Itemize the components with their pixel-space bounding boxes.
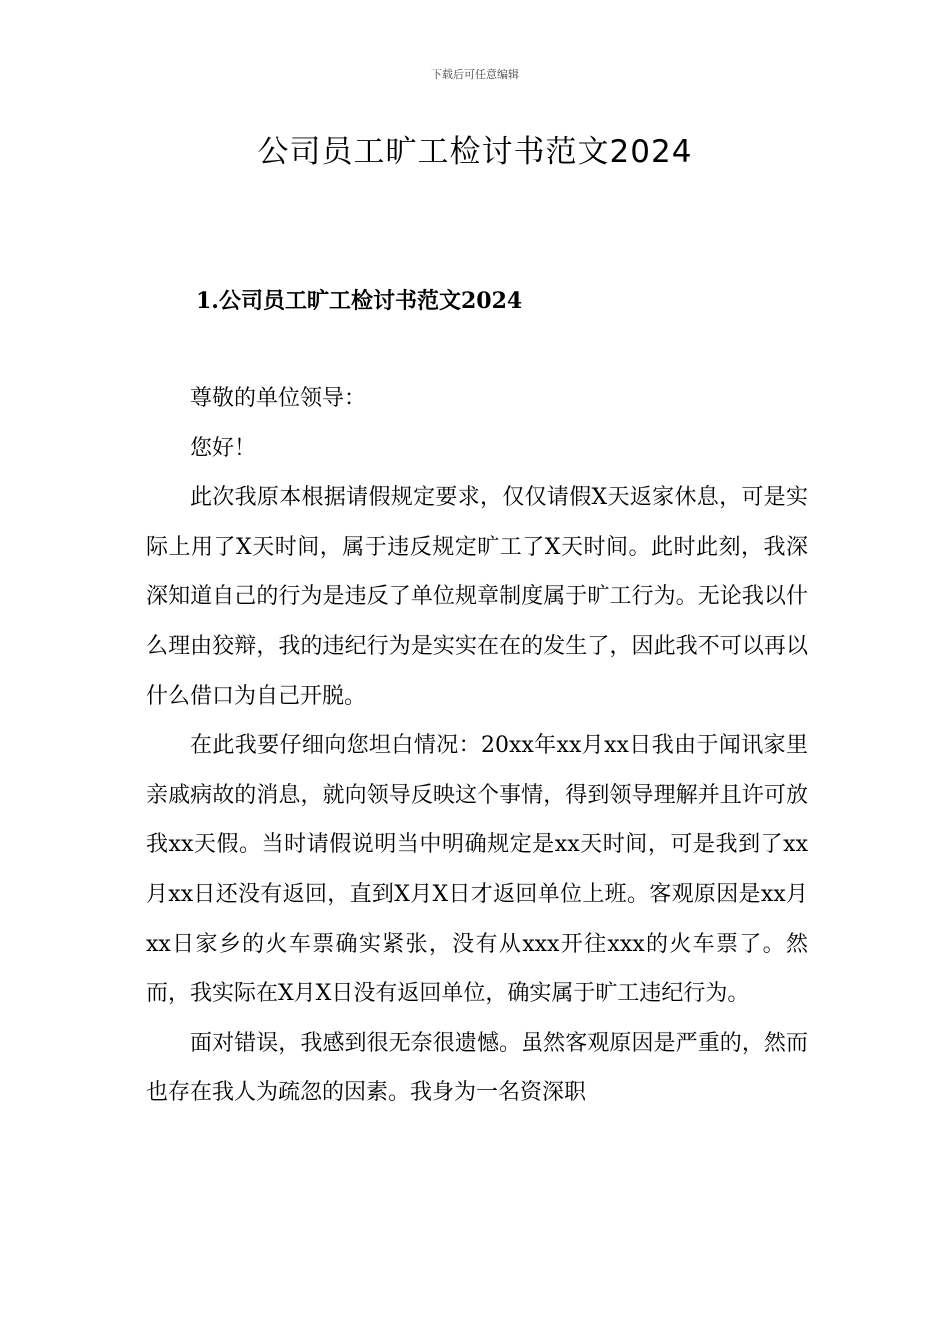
document-body [146,374,808,1118]
body-paragraph: 在此我要仔细向您坦白情况：20xx年xx月xx日我由于闻讯家里亲戚病故的消息，就向领导反映这个事情，得到领导理解并且许可放我xx天假。当时请假说明当中明确规定是xx天时间，可是我到了xx月xx日还没有返回，直到X月X日才返回单位上班。客观原因是xx月xx日家乡的火车票确实紧张，没有从xxx开往xxx的火车票了。然而，我实际在X月X日没有返回单位，确实属于旷工违纪行为。 [146,733,808,1007]
greeting: 您好！ [190,435,257,461]
header-note: 下载后可任意编辑 [431,68,519,81]
body-paragraph: 面对错误，我感到很无奈很遗憾。虽然客观原因是严重的，然而也存在我人为疏忽的因素。我身为一名资深职 [146,1030,808,1106]
salutation: 尊敬的单位领导： [190,386,367,411]
section-heading: 1.公司员工旷工检讨书范文2024 [196,288,523,314]
document-title: 公司员工旷工检讨书范文2024 [257,134,693,170]
body-paragraph: 此次我原本根据请假规定要求，仅仅请假X天返家休息，可是实际上用了X天时间，属于违反规定旷工了X天时间。此时此刻，我深深知道自己的行为是违反了单位规章制度属于旷工行为。无论我以什么理由狡辩，我的违纪行为是实实在在的发生了，因此我不可以再以什么借口为自己开脱。 [146,485,808,709]
